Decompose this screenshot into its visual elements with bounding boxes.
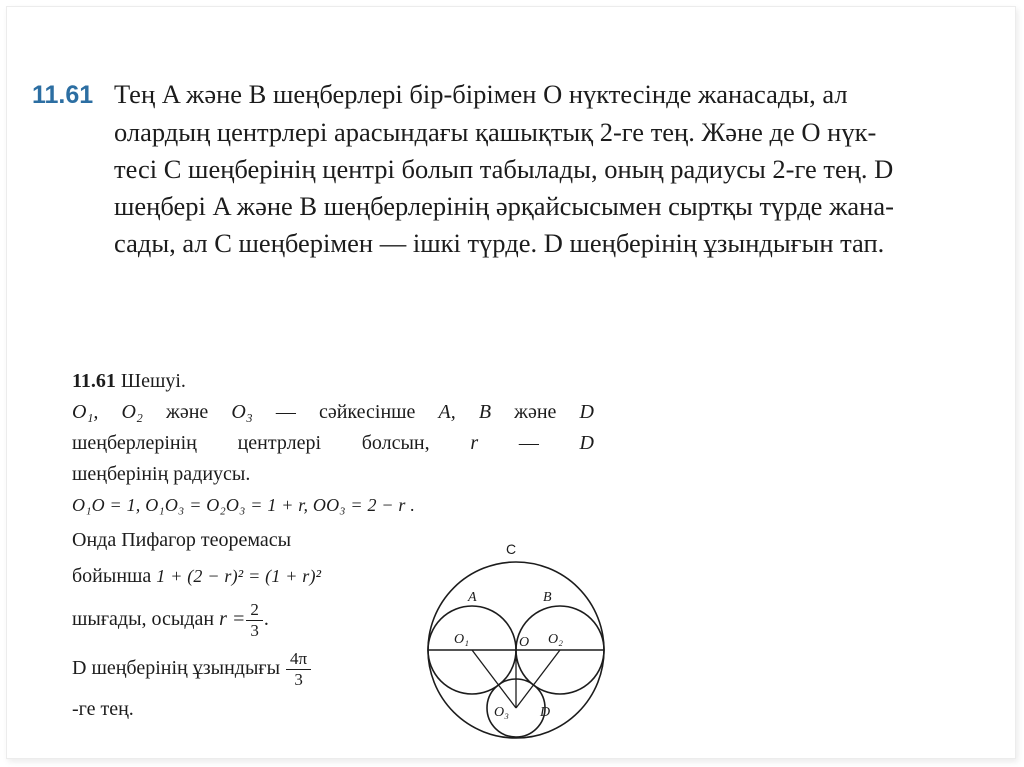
solution-radius-line: шығады, осыдан r = $\frac{2}{3}$ .: [72, 599, 269, 640]
solution-formula-distances: O₁O = 1, O₁O₃ = O₂O₃ = 1 + r, OO₃ = 2 − r .: [72, 495, 416, 515]
label-c: C: [506, 541, 517, 557]
circles-figure: [420, 534, 610, 756]
label-o1: O₁: [454, 632, 469, 647]
label-a: A: [468, 590, 477, 605]
problem-line-5: сады, ал C шеңберімен — ішкі түрде. D шеңберінің ұзындығын тап.: [114, 228, 885, 258]
label-o2: O₂: [548, 632, 563, 647]
problem-line-4: шеңбері A және B шеңберлерінің әрқайсысымен сыртқы түрде жана-: [114, 191, 894, 221]
solution-line-2: шеңберлерінің центрлері болсын, r — D: [72, 432, 594, 454]
solution-pythagoras-line: бойынша 1 + (2 − r)² = (1 + r)²: [72, 565, 322, 587]
problem-statement: [32, 76, 992, 262]
problem-line-2: олардың центрлері арасындағы қашықтық 2-ге тең. Және де O нүк-: [114, 117, 877, 147]
label-d: D: [540, 705, 551, 720]
pythagoras-formula: 1 + (2 − r)² = (1 + r)²: [156, 566, 322, 586]
problem-line-3: тесі C шеңберінің центрі болып табылады, оның радиусы 2-ге тең. D: [114, 154, 894, 184]
label-o3: O₃: [494, 705, 509, 720]
solution-line-5: Онда Пифагор теоремасы: [72, 529, 292, 551]
solution-length-line: D шеңберінің ұзындығы $\frac{4\pi}{3}$: [72, 642, 632, 694]
solution-heading: 11.61 Шешуі.: [72, 370, 186, 392]
problem-line-1: 11.61 Тең A және B шеңберлері бір-бірімен O нүктесінде жанасады, ал: [32, 76, 992, 114]
solution-line-3: шеңберінің радиусы.: [72, 463, 251, 485]
problem-number: 11.61: [32, 81, 94, 109]
solution-line-9: -ге тең.: [72, 698, 134, 720]
solution-line-1: O₁, O₂ және O₃ — сәйкесінше A, B және D: [72, 401, 594, 423]
label-o: O: [519, 635, 530, 650]
radius-fraction: $\frac{2}{3}$: [248, 600, 261, 641]
length-fraction: $\frac{4\pi}{3}$: [288, 649, 309, 690]
label-b: B: [543, 590, 552, 605]
